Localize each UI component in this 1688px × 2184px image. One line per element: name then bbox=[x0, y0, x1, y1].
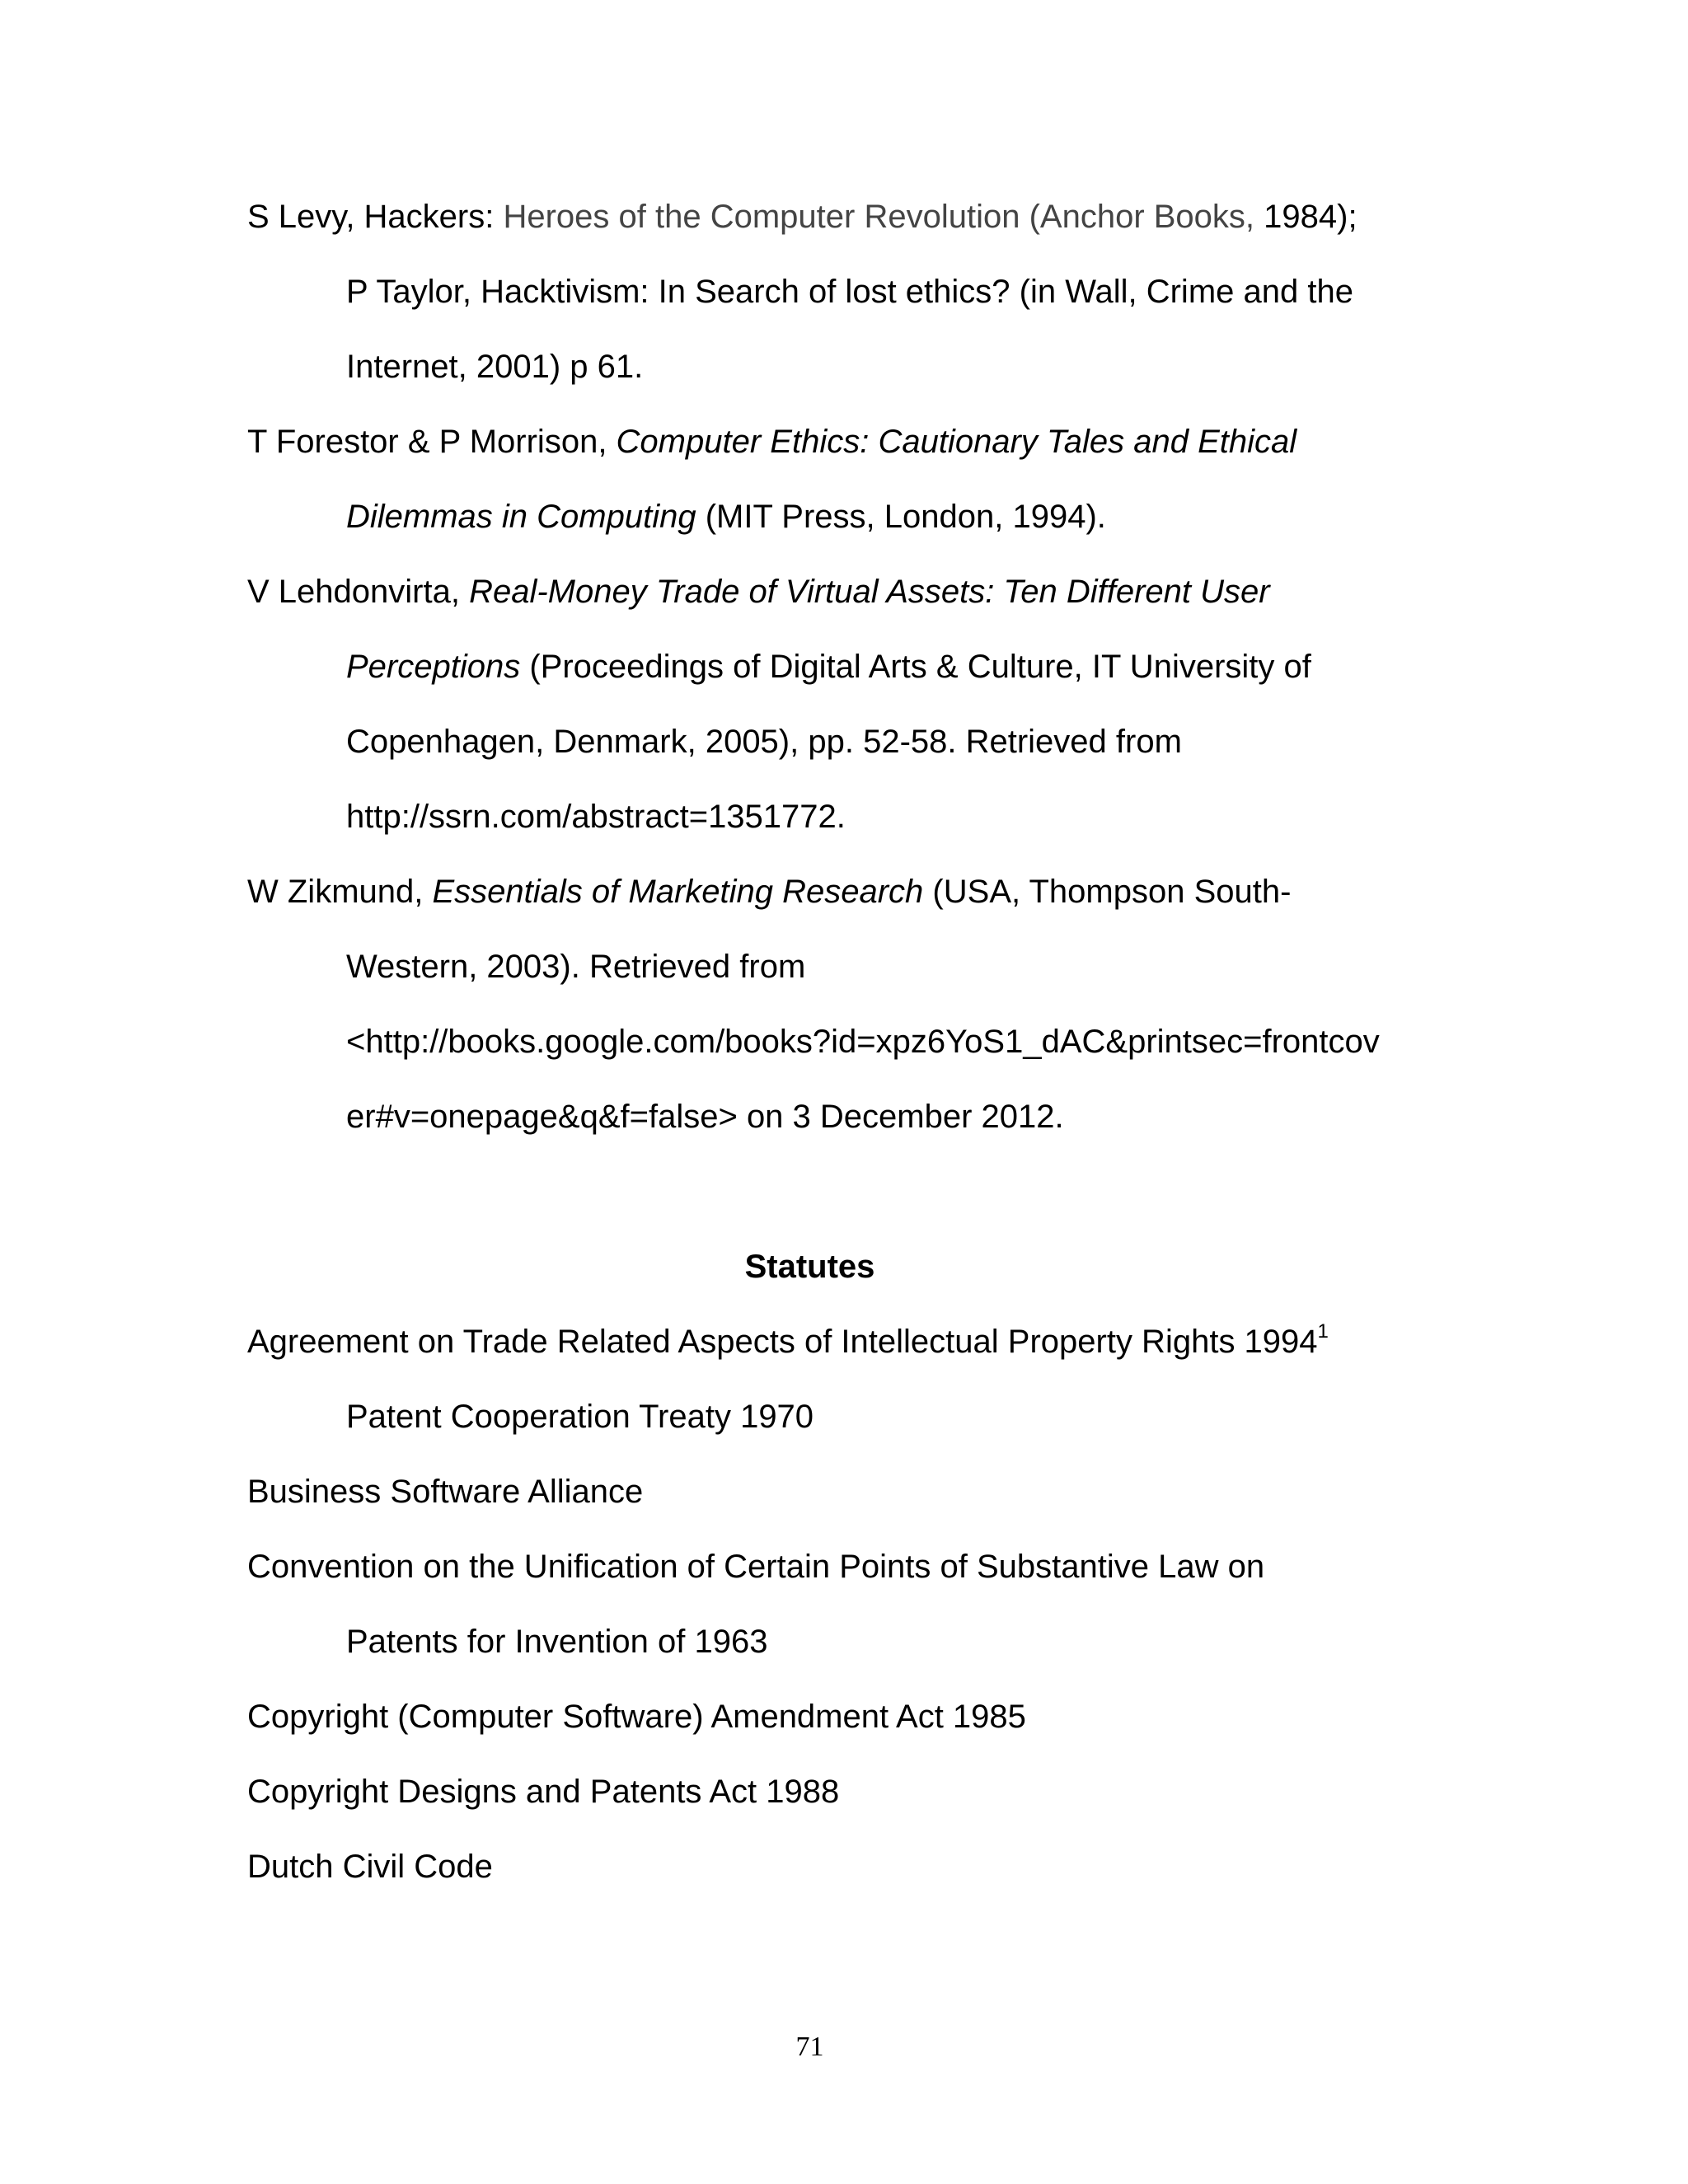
reference-zikmund-title: Essentials of Marketing Research bbox=[432, 874, 924, 910]
reference-zikmund-line-2: Western, 2003). Retrieved from bbox=[346, 949, 806, 985]
section-heading-statutes: Statutes bbox=[744, 1249, 875, 1285]
reference-lehdonvirta-line-2 bbox=[346, 647, 1311, 687]
page-number: 71 bbox=[795, 2032, 824, 2062]
statute-pct: Patent Cooperation Treaty 1970 bbox=[346, 1399, 814, 1435]
reference-lehdonvirta-line-3: Copenhagen, Denmark, 2005), pp. 52-58. Retrieved from bbox=[346, 724, 1182, 760]
reference-zikmund bbox=[247, 872, 1291, 912]
reference-lehdonvirta-author: V Lehdonvirta, bbox=[247, 574, 470, 610]
footnote-marker: 1 bbox=[1317, 1319, 1329, 1343]
statute-trips-text: Agreement on Trade Related Aspects of Intellectual Property Rights 1994 bbox=[247, 1324, 1318, 1360]
reference-zikmund-publisher: (USA, Thompson South- bbox=[923, 874, 1292, 910]
statute-cdpa-1988: Copyright Designs and Patents Act 1988 bbox=[247, 1774, 840, 1810]
reference-lehdonvirta-title-cont: Perceptions bbox=[346, 649, 521, 685]
reference-zikmund-url-cont: er#v=onepage&q&f=false> on 3 December 2012. bbox=[346, 1099, 1064, 1135]
statute-bsa: Business Software Alliance bbox=[247, 1474, 644, 1510]
reference-levy-author: S Levy, Hackers: bbox=[247, 199, 504, 235]
reference-levy-title: Heroes of the Computer Revolution (Anchor Books, bbox=[503, 199, 1255, 235]
statute-convention: Convention on the Unification of Certain Points of Substantive Law on bbox=[247, 1549, 1265, 1585]
reference-forestor-title-cont: Dilemmas in Computing bbox=[346, 499, 696, 535]
reference-forestor-author: T Forestor & P Morrison, bbox=[247, 424, 617, 460]
reference-taylor-line-2: Internet, 2001) p 61. bbox=[346, 349, 644, 385]
reference-taylor-line-1: P Taylor, Hacktivism: In Search of lost ethics? (in Wall, Crime and the bbox=[346, 274, 1353, 310]
reference-forestor bbox=[247, 422, 1296, 462]
reference-forestor-title: Computer Ethics: Cautionary Tales and Ethical bbox=[616, 424, 1297, 460]
reference-lehdonvirta-title: Real-Money Trade of Virtual Assets: Ten Different User bbox=[469, 574, 1270, 610]
statute-copyright-1985: Copyright (Computer Software) Amendment Act 1985 bbox=[247, 1699, 1026, 1735]
reference-forestor-publisher: (MIT Press, London, 1994). bbox=[696, 499, 1106, 535]
reference-zikmund-author: W Zikmund, bbox=[247, 874, 433, 910]
reference-lehdonvirta-url: http://ssrn.com/abstract=1351772. bbox=[346, 799, 846, 835]
reference-lehdonvirta bbox=[247, 572, 1270, 612]
reference-levy bbox=[247, 197, 1357, 237]
statute-trips bbox=[247, 1319, 1329, 1361]
reference-zikmund-url: <http://books.google.com/books?id=xpz6YoS1_dAC&printsec=frontcov bbox=[346, 1024, 1380, 1060]
reference-forestor-line-2 bbox=[346, 497, 1106, 537]
statute-dutch-civil-code: Dutch Civil Code bbox=[247, 1849, 493, 1885]
statute-convention-cont: Patents for Invention of 1963 bbox=[346, 1624, 768, 1660]
reference-lehdonvirta-proceedings: (Proceedings of Digital Arts & Culture, IT University of bbox=[520, 649, 1311, 685]
reference-levy-year: 1984); bbox=[1254, 199, 1357, 235]
